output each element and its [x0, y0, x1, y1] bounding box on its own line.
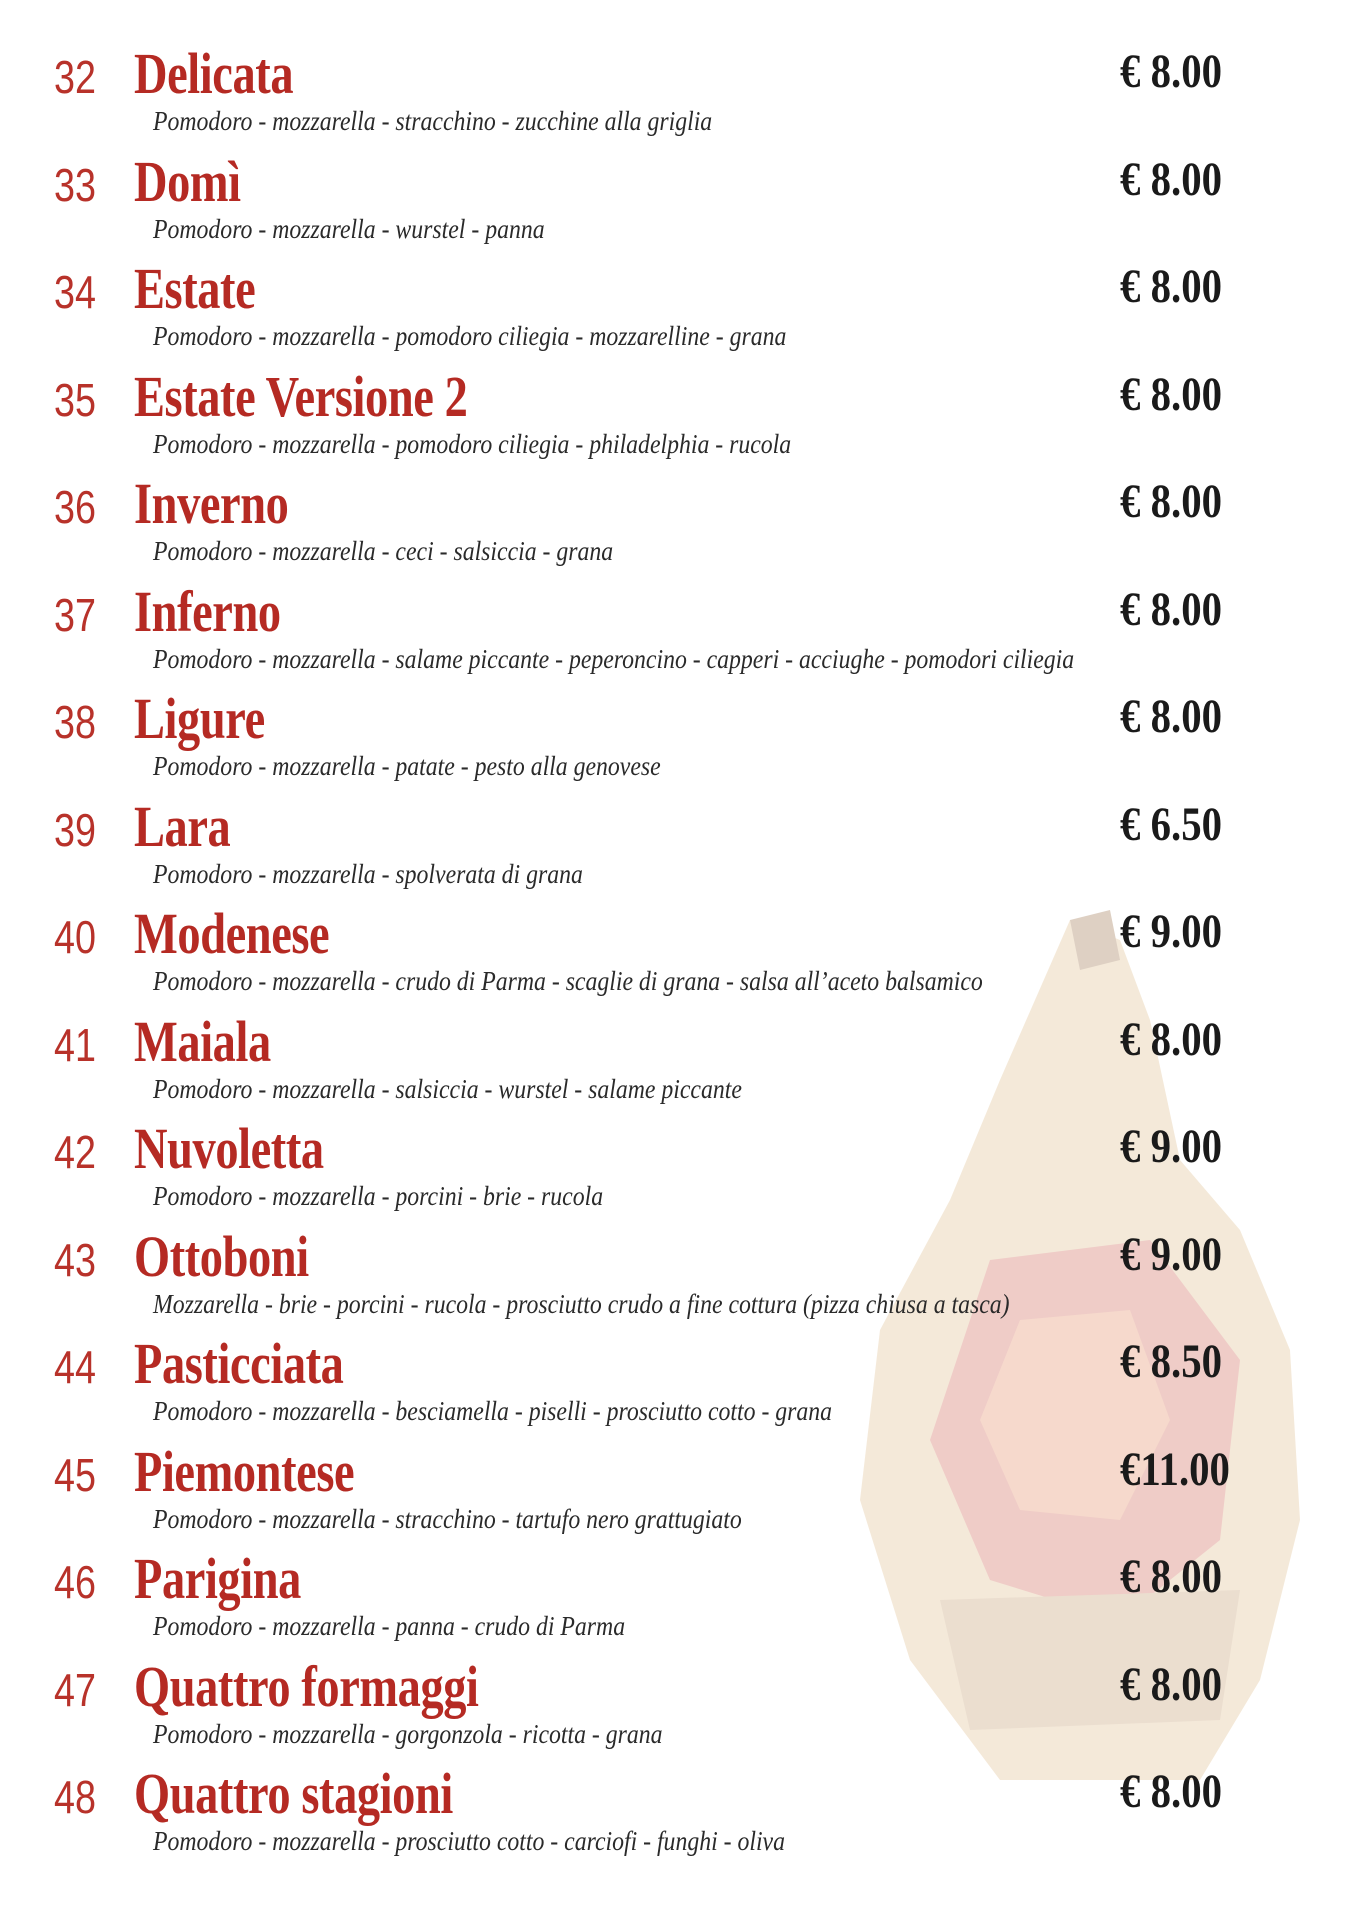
item-description: Pomodoro - mozzarella - stracchino - tartufo nero grattugiato — [153, 1503, 742, 1534]
item-description: Pomodoro - mozzarella - salsiccia - wurstel - salame piccante — [153, 1073, 742, 1104]
item-description: Pomodoro - mozzarella - panna - crudo di Parma — [153, 1611, 626, 1641]
item-name: Nuvoletta — [134, 1116, 324, 1181]
item-number: 35 — [54, 373, 96, 426]
item-name: Piemontese — [134, 1438, 355, 1504]
item-price: € 6.50 — [1120, 797, 1222, 851]
item-description: Pomodoro - mozzarella - pomodoro ciliegia - philadelphia - rucola — [153, 428, 792, 459]
item-name: Modenese — [134, 901, 330, 966]
item-description: Pomodoro - mozzarella - patate - pesto alla genovese — [153, 751, 661, 781]
item-name: Ottoboni — [134, 1223, 309, 1289]
item-description: Mozzarella - brie - porcini - rucola - prosciutto crudo a fine cottura (pizza chiusa a tasca) — [153, 1288, 1010, 1319]
item-name: Quattro stagioni — [134, 1761, 453, 1826]
item-number: 48 — [54, 1771, 96, 1823]
item-description: Pomodoro - mozzarella - salame piccante - peperoncino - capperi - acciughe - pomodori ciliegia — [153, 643, 1075, 674]
menu-item — [0, 255, 1357, 363]
item-number: 43 — [54, 1233, 96, 1286]
menu-item — [0, 470, 1357, 578]
item-description: Pomodoro - mozzarella - gorgonzola - ricotta - grana — [153, 1718, 663, 1749]
item-price: € 9.00 — [1120, 905, 1222, 958]
item-number: 34 — [54, 266, 96, 318]
item-number: 40 — [54, 911, 96, 963]
item-description: Pomodoro - mozzarella - porcini - brie - rucola — [153, 1181, 604, 1211]
item-description: Pomodoro - mozzarella - ceci - salsiccia - grana — [153, 536, 614, 566]
item-price: € 8.00 — [1120, 690, 1222, 743]
item-name: Pasticciata — [134, 1331, 344, 1396]
menu-item — [0, 793, 1357, 901]
item-description: Pomodoro - mozzarella - prosciutto cotto - carciofi - funghi - oliva — [153, 1826, 785, 1856]
pizza-menu-list — [0, 40, 1357, 1868]
item-description: Pomodoro - mozzarella - pomodoro ciliegia - mozzarelline - grana — [153, 321, 787, 351]
item-price: € 8.00 — [1120, 582, 1222, 636]
menu-item — [0, 1653, 1357, 1761]
menu-item — [0, 148, 1357, 256]
item-price: € 8.00 — [1120, 1012, 1222, 1066]
item-price: € 9.00 — [1120, 1120, 1222, 1173]
item-name: Parigina — [134, 1546, 301, 1611]
menu-item — [0, 1760, 1357, 1868]
item-number: 42 — [54, 1126, 96, 1178]
menu-item — [0, 578, 1357, 686]
menu-item — [0, 1008, 1357, 1116]
item-name: Quattro formaggi — [134, 1653, 479, 1719]
item-description: Pomodoro - mozzarella - spolverata di grana — [153, 858, 583, 889]
item-price: €11.00 — [1120, 1442, 1230, 1496]
item-name: Inferno — [134, 578, 281, 644]
item-name: Delicata — [134, 41, 294, 106]
item-price: € 8.00 — [1120, 152, 1222, 206]
menu-item — [0, 1115, 1357, 1223]
item-name: Domì — [134, 148, 241, 214]
menu-item — [0, 363, 1357, 471]
item-price: € 8.00 — [1120, 260, 1222, 313]
item-price: € 8.00 — [1120, 1765, 1222, 1818]
menu-item — [0, 685, 1357, 793]
item-number: 37 — [54, 588, 96, 641]
item-price: € 8.00 — [1120, 367, 1222, 421]
item-number: 47 — [54, 1663, 96, 1716]
item-name: Ligure — [134, 686, 265, 751]
menu-item — [0, 1330, 1357, 1438]
item-number: 41 — [54, 1018, 96, 1071]
item-number: 39 — [54, 803, 96, 856]
menu-item — [0, 40, 1357, 148]
menu-item — [0, 1545, 1357, 1653]
item-description: Pomodoro - mozzarella - stracchino - zucchine alla griglia — [153, 106, 713, 136]
item-price: € 8.50 — [1120, 1335, 1222, 1388]
item-number: 32 — [54, 51, 96, 103]
item-description: Pomodoro - mozzarella - crudo di Parma - scaglie di grana - salsa all’aceto balsamico — [153, 966, 983, 996]
item-price: € 9.00 — [1120, 1227, 1222, 1281]
menu-item — [0, 900, 1357, 1008]
item-number: 46 — [54, 1556, 96, 1608]
menu-item — [0, 1438, 1357, 1546]
item-name: Maiala — [134, 1008, 271, 1074]
item-description: Pomodoro - mozzarella - wurstel - panna — [153, 213, 545, 244]
menu-item — [0, 1223, 1357, 1331]
item-name: Estate — [134, 256, 256, 321]
item-number: 45 — [54, 1448, 96, 1501]
item-description: Pomodoro - mozzarella - besciamella - piselli - prosciutto cotto - grana — [153, 1396, 833, 1426]
item-number: 36 — [54, 481, 96, 533]
item-price: € 8.00 — [1120, 1657, 1222, 1711]
item-name: Lara — [134, 793, 231, 859]
item-name: Estate Versione 2 — [134, 363, 468, 429]
item-price: € 8.00 — [1120, 1550, 1222, 1603]
item-price: € 8.00 — [1120, 475, 1222, 528]
item-number: 44 — [54, 1341, 96, 1393]
item-number: 38 — [54, 696, 96, 748]
item-name: Inverno — [134, 471, 289, 536]
item-number: 33 — [54, 158, 96, 211]
item-price: € 8.00 — [1120, 45, 1222, 98]
